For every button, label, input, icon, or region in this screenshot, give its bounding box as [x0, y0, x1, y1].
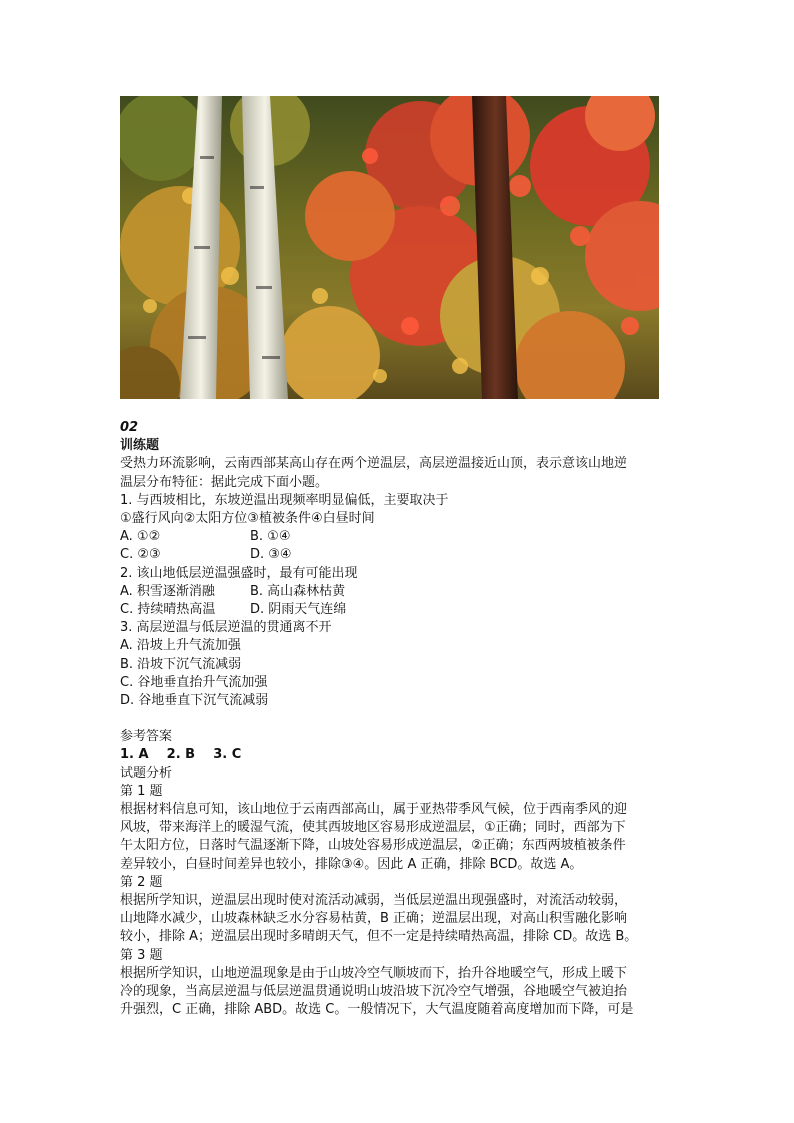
- analysis-line: 根据所学知识，山地逆温现象是由于山坡冷空气顺坡而下，抬升谷地暖空气，形成上暖下: [120, 965, 628, 981]
- analysis-line: 午太阳方位，日落时气温逐渐下降，山坡处容易形成逆温层，②正确；东西两坡植被条件: [120, 838, 626, 854]
- option: A. 沿坡上升气流加强: [120, 638, 241, 654]
- question-1-stem: 1. 与西坡相比，东坡逆温出现频率明显偏低，主要取决于: [120, 492, 449, 508]
- answer-heading: 参考答案: [120, 729, 173, 745]
- analysis-line: 冷的现象，当高层逆温与低层逆温贯通说明山坡沿坡下沉冷空气增强，谷地暖空气被迫抬: [120, 984, 628, 1000]
- question-2-options-row-2: [120, 601, 680, 619]
- intro-line-2: 温层分布特征：据此完成下面小题。: [120, 474, 329, 490]
- option: D. 阴雨天气连绵: [250, 602, 347, 618]
- option: D. 谷地垂直下沉气流减弱: [120, 693, 269, 709]
- option: B. 高山森林枯黄: [250, 583, 346, 599]
- question-1-options-row-1: [120, 528, 680, 546]
- option: C. 谷地垂直抬升气流加强: [120, 674, 268, 690]
- option: A. ①②: [120, 529, 161, 545]
- analysis-1-title: 第 1 题: [120, 783, 163, 799]
- analysis-line: 较小，排除 A；逆温层出现时多晴朗天气，但不一定是持续晴热高温，排除 CD。故选 B。: [120, 929, 638, 945]
- analysis-2-title: 第 2 题: [120, 874, 163, 890]
- analysis-line: 根据材料信息可知，该山地位于云南西部高山，属于亚热带季风气候，位于西南季风的迎: [120, 802, 628, 818]
- question-2-stem: 2. 该山地低层逆温强盛时，最有可能出现: [120, 565, 358, 581]
- autumn-forest-photo: [120, 96, 659, 399]
- analysis-line: 根据所学知识，逆温层出现时使对流活动减弱，当低层逆温出现强盛时，对流活动较弱，: [120, 893, 628, 909]
- question-1-options-row-2: [120, 546, 680, 564]
- option: C. ②③: [120, 547, 161, 563]
- intro-line-1: 受热力环流影响，云南西部某高山存在两个逆温层，高层逆温接近山顶，表示意该山地逆: [120, 456, 628, 472]
- analysis-3-title: 第 3 题: [120, 947, 163, 963]
- analysis-line: 差异较小，白昼时间差异也较小，排除③④。因此 A 正确，排除 BCD。故选 A。: [120, 856, 583, 872]
- analysis-line: 山地降水减少，山坡森林缺乏水分容易枯黄，B 正确；逆温层出现，对高山积雪融化影响: [120, 911, 628, 927]
- analysis-line: 风坡，带来海洋上的暖湿气流，使其西坡地区容易形成逆温层，①正确；同时，西部为下: [120, 820, 626, 836]
- document-page: [120, 96, 680, 1020]
- option: C. 持续晴热高温: [120, 602, 216, 618]
- exercise-text: [120, 419, 680, 1020]
- answers: 1. A 2. B 3. C: [120, 747, 242, 763]
- question-3-stem: 3. 高层逆温与低层逆温的贯通离不开: [120, 620, 332, 636]
- autumn-forest-illustration: [120, 96, 659, 399]
- option: D. ③④: [250, 547, 292, 563]
- option: B. ①④: [250, 529, 291, 545]
- section-number: 02: [120, 420, 139, 435]
- section-title: 训练题: [120, 438, 160, 454]
- analysis-heading: 试题分析: [120, 765, 173, 781]
- question-2-options-row-1: [120, 583, 680, 601]
- option: A. 积雪逐渐消融: [120, 583, 215, 599]
- option: B. 沿坡下沉气流减弱: [120, 656, 242, 672]
- analysis-line: 升强烈，C 正确，排除 ABD。故选 C。一般情况下，大气温度随着高度增加而下降，可是: [120, 1002, 634, 1018]
- question-1-conditions: ①盛行风向②太阳方位③植被条件④白昼时间: [120, 511, 375, 527]
